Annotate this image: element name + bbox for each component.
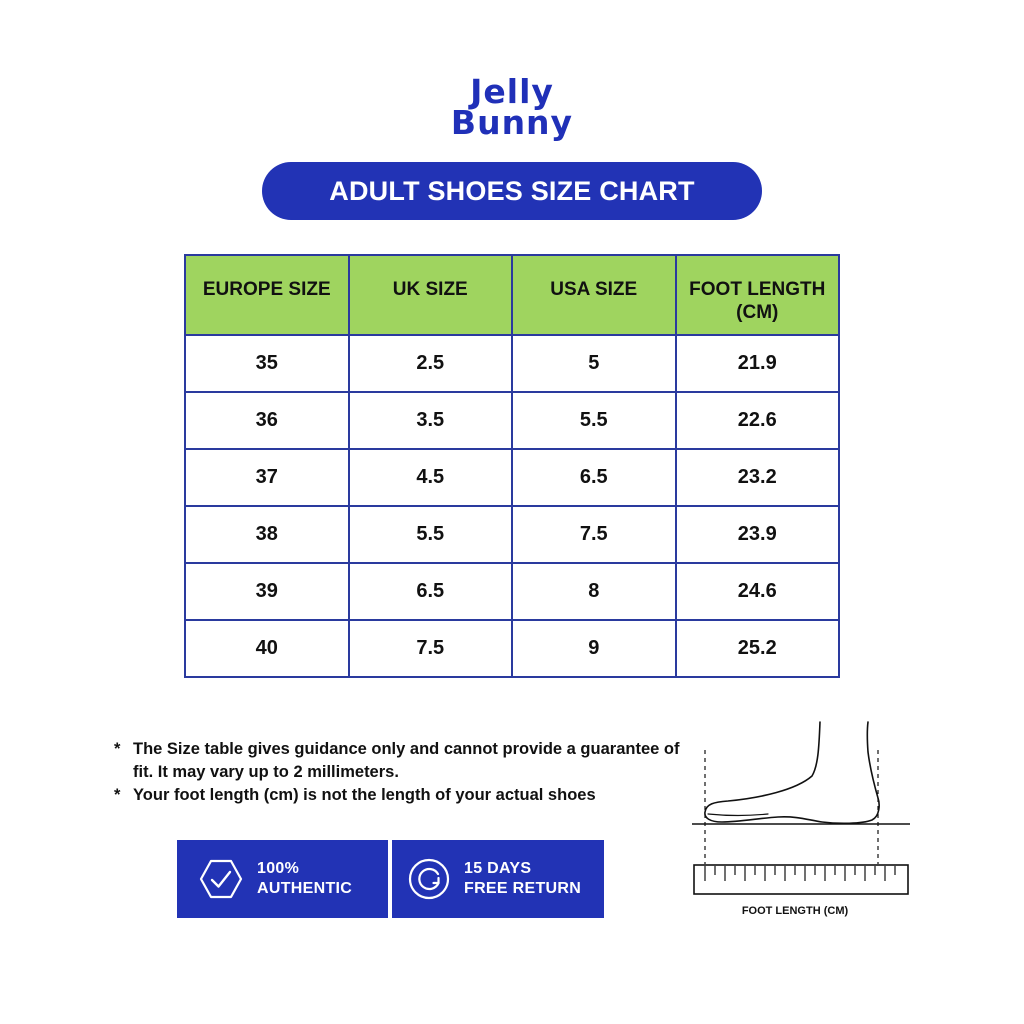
table-row bbox=[185, 506, 839, 563]
header-foot-length: FOOT LENGTH (CM) bbox=[676, 255, 840, 335]
size-chart-table bbox=[184, 254, 840, 678]
return-line-1: 15 DAYS bbox=[464, 860, 532, 877]
foot-length-label: FOOT LENGTH (CM) bbox=[741, 905, 849, 917]
cell-foot-length: 23.9 bbox=[676, 506, 840, 563]
header-europe-size: EUROPE SIZE bbox=[185, 255, 349, 335]
cell-europe: 40 bbox=[185, 620, 349, 677]
header-uk-size: UK SIZE bbox=[349, 255, 513, 335]
table-row bbox=[185, 392, 839, 449]
authentic-badge bbox=[177, 840, 388, 918]
cell-uk: 4.5 bbox=[349, 449, 513, 506]
header-usa-size: USA SIZE bbox=[512, 255, 676, 335]
return-line-2: FREE RETURN bbox=[464, 880, 582, 897]
authentic-line-1: 100% bbox=[257, 860, 300, 877]
cell-uk: 5.5 bbox=[349, 506, 513, 563]
cell-europe: 38 bbox=[185, 506, 349, 563]
logo-line-1: Jelly bbox=[470, 72, 554, 111]
table-header-row bbox=[185, 255, 839, 335]
cell-uk: 6.5 bbox=[349, 563, 513, 620]
authentic-line-2: AUTHENTIC bbox=[257, 880, 353, 897]
cell-usa: 8 bbox=[512, 563, 676, 620]
cell-usa: 5.5 bbox=[512, 392, 676, 449]
cell-uk: 3.5 bbox=[349, 392, 513, 449]
free-return-badge bbox=[392, 840, 604, 918]
measuring-ruler bbox=[694, 865, 908, 894]
table-row bbox=[185, 449, 839, 506]
foot-outline bbox=[705, 722, 879, 823]
chart-title-banner: ADULT SHOES SIZE CHART bbox=[262, 162, 762, 220]
table-row bbox=[185, 563, 839, 620]
cell-europe: 39 bbox=[185, 563, 349, 620]
note-bullet: * bbox=[114, 740, 121, 758]
cell-europe: 36 bbox=[185, 392, 349, 449]
return-arrow-icon bbox=[407, 857, 451, 901]
cell-foot-length: 24.6 bbox=[676, 563, 840, 620]
cell-foot-length: 22.6 bbox=[676, 392, 840, 449]
cell-uk: 2.5 bbox=[349, 335, 513, 392]
brand-logo bbox=[0, 72, 1024, 142]
note-foot-length bbox=[114, 784, 684, 807]
cell-usa: 5 bbox=[512, 335, 676, 392]
logo-line-2: Bunny bbox=[450, 103, 574, 142]
cell-usa: 9 bbox=[512, 620, 676, 677]
note-bullet: * bbox=[114, 786, 121, 804]
hexagon-check-icon bbox=[199, 857, 243, 901]
note-text: The Size table gives guidance only and cannot provide a guarantee of fit. It may vary up to 2 millimeters. bbox=[133, 740, 680, 781]
note-guidance bbox=[114, 738, 684, 784]
return-text bbox=[464, 859, 581, 899]
cell-europe: 35 bbox=[185, 335, 349, 392]
cell-foot-length: 21.9 bbox=[676, 335, 840, 392]
table-row bbox=[185, 620, 839, 677]
note-text: Your foot length (cm) is not the length of your actual shoes bbox=[133, 786, 596, 804]
size-notes bbox=[114, 738, 684, 807]
cell-foot-length: 23.2 bbox=[676, 449, 840, 506]
cell-uk: 7.5 bbox=[349, 620, 513, 677]
table-row bbox=[185, 335, 839, 392]
cell-usa: 6.5 bbox=[512, 449, 676, 506]
authentic-text bbox=[257, 859, 352, 899]
cell-foot-length: 25.2 bbox=[676, 620, 840, 677]
cell-usa: 7.5 bbox=[512, 506, 676, 563]
cell-europe: 37 bbox=[185, 449, 349, 506]
foot-measurement-diagram bbox=[688, 718, 912, 918]
